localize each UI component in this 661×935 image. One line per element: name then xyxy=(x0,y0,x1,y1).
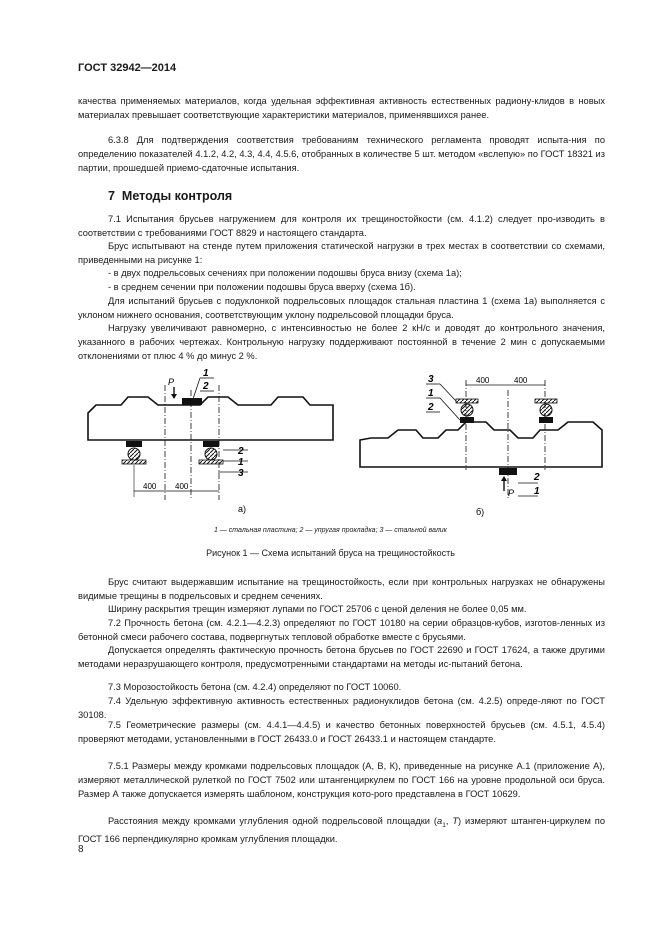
paragraph-slope-plate: Для испытаний брусьев с подуклонкой подрельсовых площадок стальная пластина 1 (схема 1а) выполняется с уклоном нижнего основания, соответствующим уклону подрельсовой площадки бруса. xyxy=(78,296,605,320)
paragraph-continuation: качества применяемых материалов, когда удельная эффективная активность естественных радиону-клидов в новых материалах превышает соответствующие характеристики материалов, применявшихся ранее. xyxy=(78,96,605,120)
scheme-a-label: а) xyxy=(238,504,247,514)
section-number: 7 xyxy=(108,189,115,203)
support-roller-right xyxy=(205,448,217,460)
callout-2: 2 xyxy=(203,381,209,392)
top-support-base-left xyxy=(456,399,478,403)
paragraph-strength-alt: Допускается определять фактическую прочность бетона брусьев по ГОСТ 22690 и ГОСТ 17624, а также другими методами неразрушающего контроля, предусмотренными стандартами на методы ис-пытаний бетона. xyxy=(78,645,605,669)
paragraph-crack-result: Брус считают выдержавшим испытание на трещиностойкость, если при контрольных нагрузках не обнаружены видимые трещины в подрельсовых и среднем сечениях. xyxy=(78,577,605,601)
paragraph-7-2: 7.2 Прочность бетона (см. 4.2.1—4.2.3) определяют по ГОСТ 10180 на серии образцов-кубов, изготов-ленных из бетонной смеси рабочего состава, подвергнутых тепловой обработке вместе с брусьями. xyxy=(78,618,605,642)
load-arrowhead xyxy=(171,394,177,399)
dimension-400-left: 400 xyxy=(143,482,157,491)
callout-1: 1 xyxy=(203,368,209,379)
top-support-base-right xyxy=(535,399,557,403)
list-item-scheme-a: - в двух подрельсовых сечениях при положении подошвы бруса внизу (схема 1а); xyxy=(108,268,462,278)
list-item-scheme-b: - в среднем сечении при положении подошвы бруса вверху (схема 1б). xyxy=(108,282,416,292)
figure-legend: 1 — стальная пластина; 2 — упругая прокладка; 3 — стальной валик xyxy=(214,527,447,534)
top-plate-left xyxy=(460,417,474,423)
support-roller-left xyxy=(128,448,140,460)
callout-2-bottom: 2 xyxy=(238,446,244,457)
paragraph-test-stand: Брус испытывают на стенде путем приложения статической нагрузки в трех местах в соответствии со схемами, приведенными на рисунке 1: xyxy=(78,241,605,265)
paragraph-load-rate: Нагрузку увеличивают равномерно, с интенсивностью не более 2 кН/с и доводят до контрольного значения, указанного в рабочих чертежах. Контрольную нагрузку поддерживают постоянной в течение 2 мин с допускаемыми отклонениями от плюс 4 % до минус 2 %. xyxy=(78,323,605,361)
paragraph-7-1: 7.1 Испытания брусьев нагружением для контроля их трещиностойкости (см. 4.1.2) следует про-изводить в соответствии с требованиями ГОСТ 8829 и настоящего стандарта. xyxy=(78,214,605,238)
load-label: P xyxy=(168,377,175,387)
page-number: 8 xyxy=(78,844,84,855)
dimension-b-400-left: 400 xyxy=(476,376,490,385)
figure-1-diagram xyxy=(78,365,618,525)
support-plate-right xyxy=(203,441,219,447)
callout-b-1: 1 xyxy=(428,388,434,399)
callout-b-bottom-2: 2 xyxy=(534,472,540,483)
callout-1-bottom: 1 xyxy=(238,457,244,468)
paragraph-distance: Расстояния между кромками углубления одной подрельсовой площадки ($a_1$, T) измеряют штанген-циркулем по ГОСТ 166 перпендикулярно кромкам углубления площадки. xyxy=(78,816,605,844)
support-plate-left xyxy=(126,441,142,447)
document-header: ГОСТ 32942—2014 xyxy=(78,62,177,74)
callout-b-3: 3 xyxy=(428,374,434,385)
scheme-a xyxy=(88,368,333,514)
steel-plate-top xyxy=(182,398,202,405)
paragraph-7-3: 7.3 Морозостойкость бетона (см. 4.2.4) определяют по ГОСТ 10060. xyxy=(108,682,402,692)
dimension-b-400-right: 400 xyxy=(514,376,528,385)
paragraph-6-3-8: 6.3.8 Для подтверждения соответствия требованиям технического регламента проводят испыта-ния по определению показателей 4.1.2, 4.2, 4.3, 4.4, 4.5.6, отобранных в количестве 5 шт. методом «вслепую» по ГОСТ 18321 из партии, прошедшей приемо-сдаточные испытания. xyxy=(78,135,605,173)
figure-caption: Рисунок 1 — Схема испытаний бруса на трещиностойкость xyxy=(206,548,455,558)
support-base-left xyxy=(122,460,146,464)
load-arrowhead-b xyxy=(501,476,507,481)
bottom-steel-plate xyxy=(499,468,517,475)
callout-3-bottom: 3 xyxy=(238,468,244,479)
top-roller-left xyxy=(461,404,473,416)
section-title: Методы контроля xyxy=(121,189,233,203)
paragraph-crack-width: Ширину раскрытия трещин измеряют лупами по ГОСТ 25706 с ценой деления не более 0,05 мм. xyxy=(108,604,527,614)
paragraph-7-5-1: 7.5.1 Размеры между кромками подрельсовых площадок (А, В, К), приведенные на рисунке А.1 (приложение А), измеряют металлической рулеткой по ГОСТ 7502 или штангенциркулем по ГОСТ 166 на уровне продольной оси бруса. Размер А также допускается измерять шаблоном, конструкция кото-рого представлена в ГОСТ 10629. xyxy=(78,761,605,799)
beam-b-outline xyxy=(360,422,602,467)
paragraph-7-5: 7.5 Геометрические размеры (см. 4.4.1—4.4.5) и качество бетонных поверхностей брусьев (см. 4.5.1, 4.5.4) проверяют методами, установленными в ГОСТ 26433.0 и ГОСТ 26433.1 и настоящем стандарте. xyxy=(78,720,605,744)
scheme-b xyxy=(360,374,602,517)
load-label-b: P xyxy=(508,488,515,498)
dimension-400-right: 400 xyxy=(175,482,189,491)
top-plate-right xyxy=(539,417,553,423)
section-heading xyxy=(108,189,232,203)
support-base-right xyxy=(199,460,223,464)
callout-b-bottom-1: 1 xyxy=(534,486,540,497)
callout-b-2: 2 xyxy=(428,402,434,413)
top-roller-right xyxy=(540,404,552,416)
scheme-b-label: б) xyxy=(476,507,485,517)
paragraph-7-4: 7.4 Удельную эффективную активность естественных радионуклидов бетона (см. 4.2.5) опреде-ляют по ГОСТ 30108. xyxy=(78,696,605,720)
beam-a-outline xyxy=(88,397,333,440)
